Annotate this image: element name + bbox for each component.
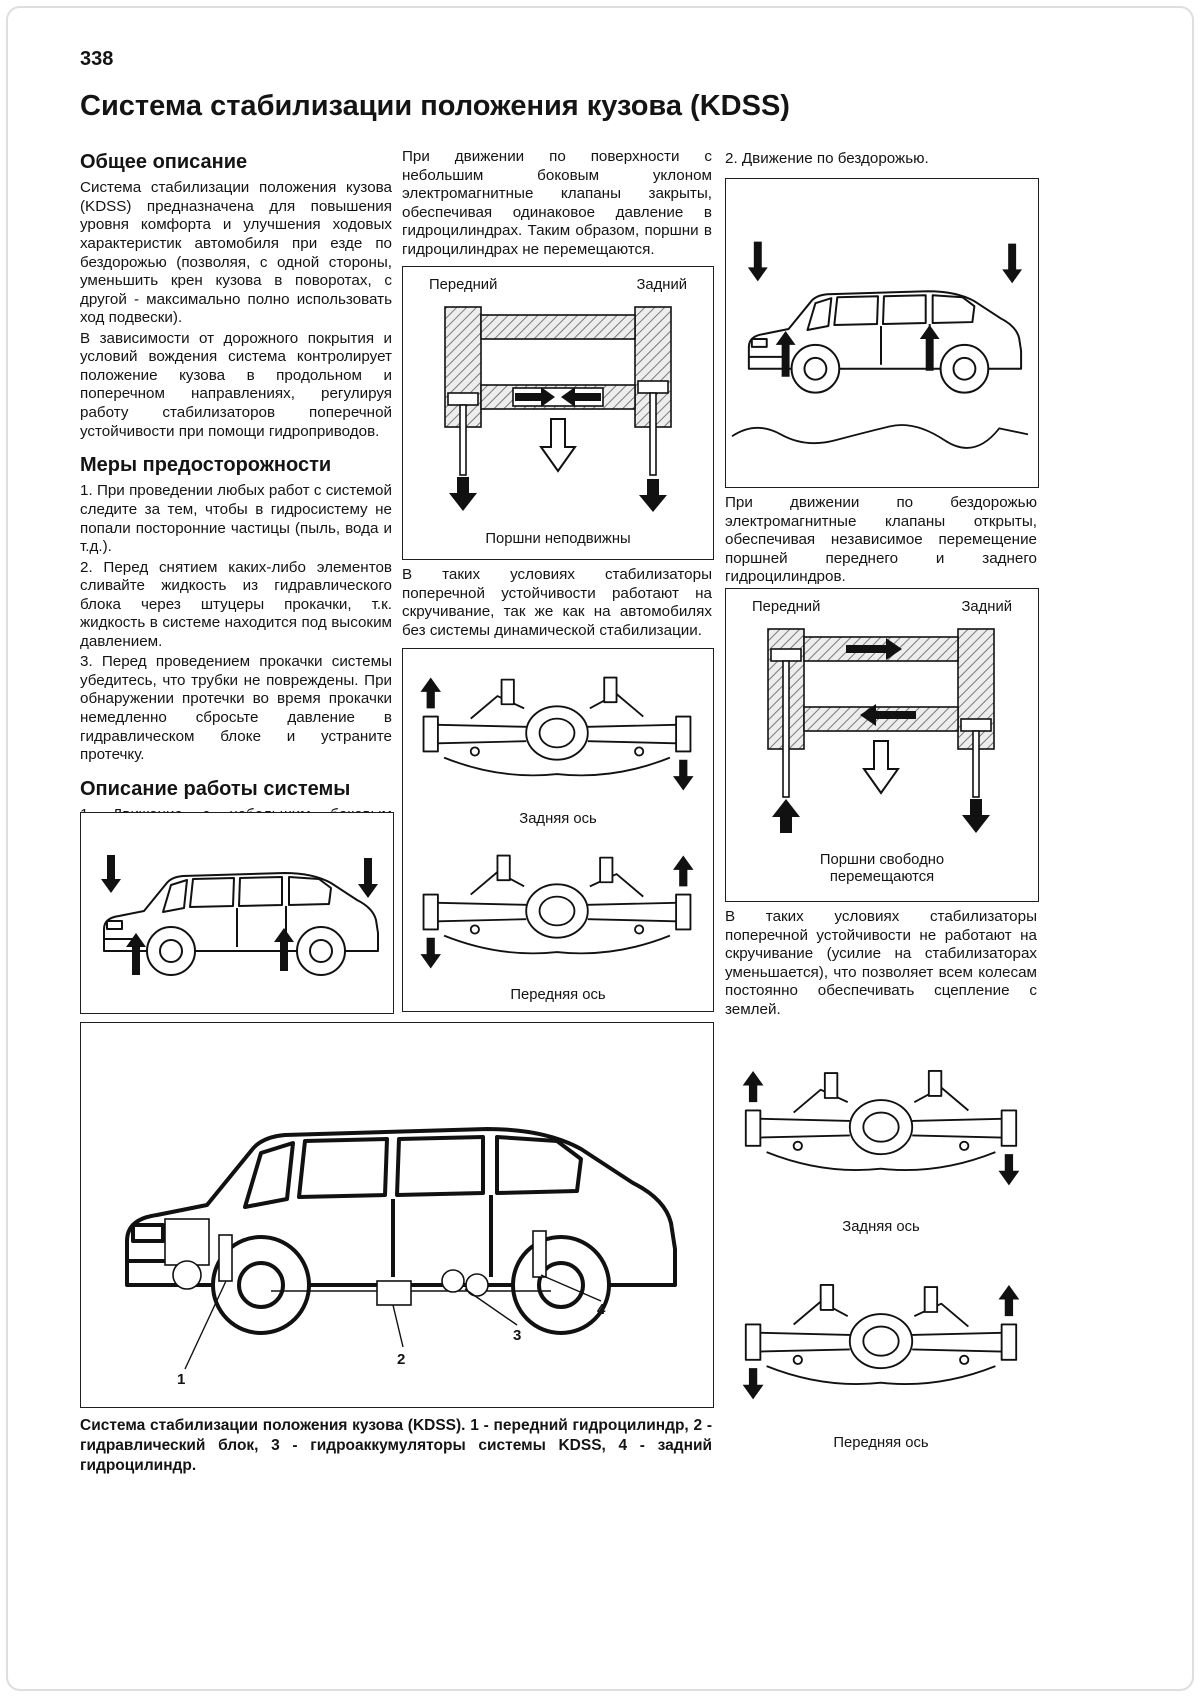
figure-hydraulic-open <box>725 588 1039 902</box>
front-hydrocylinder <box>219 1235 232 1281</box>
front-label: Передний <box>429 277 498 293</box>
page-number: 338 <box>80 48 114 70</box>
down-arrow-icon <box>101 855 121 893</box>
overview-paragraph-1: Система стабилизации положения кузова (KDSS) предназначена для повышения уровня комфорта и улучшения ходовых характеристик автомобиля при езде по бездорожью (позволяя, с одной стороны, уменьшить крен кузова в поворотах, с другой - максимально полно использовать ход подвески). <box>80 179 392 327</box>
cutaway-caption: Система стабилизации положения кузова (KDSS). 1 - передний гидроцилиндр, 2 - гидравлический блок, 3 - гидроаккумуляторы системы KDSS, 4 - задний гидроцилиндр. <box>80 1417 712 1474</box>
car-side-slope-drawing <box>81 813 389 1009</box>
rear-label: Задний <box>636 277 687 293</box>
column-3-outro <box>725 908 1037 1021</box>
precaution-item-2: 2. Перед снятием каких-либо элементов сливайте жидкость из гидравлического блока через штуцеры прокачки, т.к. жидкость в системе находится под высоким давлением. <box>80 558 392 650</box>
callout-3: 3 <box>513 1327 522 1344</box>
down-arrow-icon <box>962 799 990 833</box>
down-arrow-icon <box>1002 244 1022 284</box>
front-axle-label: Передняя ось <box>510 987 606 1003</box>
figure-axles-bottom <box>725 1035 1037 1465</box>
figure-vehicle-cutaway <box>80 1022 714 1408</box>
down-arrow-icon <box>639 479 667 512</box>
hollow-down-arrow-icon <box>864 741 898 793</box>
column-3-intro <box>725 494 1037 589</box>
hydraulic-block <box>377 1281 411 1305</box>
front-label: Передний <box>752 599 821 615</box>
down-arrow-icon <box>748 242 768 282</box>
car-offroad-drawing <box>726 179 1034 483</box>
column-1 <box>80 150 392 845</box>
terrain-line <box>732 425 1028 448</box>
column-2-middle <box>402 566 712 642</box>
rear-axle-drawing <box>725 1043 1037 1205</box>
hollow-down-arrow-icon <box>541 419 575 471</box>
page-title: Система стабилизации положения кузова (KDSS) <box>80 90 790 122</box>
stabilizers-work-paragraph: В таких условиях стабилизаторы поперечной устойчивости работают на скручивание, так же как на автомобилях без системы динамической стабилизации. <box>402 566 712 639</box>
down-arrow-icon <box>449 477 477 511</box>
kdss-accumulator <box>442 1270 464 1292</box>
hydraulic-schematic-open <box>726 623 1036 835</box>
callout-2: 2 <box>397 1351 406 1368</box>
front-axle-drawing <box>403 839 711 983</box>
callout-4: 4 <box>597 1301 606 1318</box>
figure-axles-mid <box>402 648 714 1012</box>
figure-car-side-slope <box>80 812 394 1014</box>
down-arrow-icon <box>358 858 378 898</box>
overview-heading: Общее описание <box>80 151 248 173</box>
column-2-intro <box>402 148 712 261</box>
rear-axle-label: Задняя ось <box>519 811 597 827</box>
figure-caption: Поршни неподвижны <box>485 531 631 548</box>
rear-axle-label: Задняя ось <box>842 1219 920 1235</box>
precautions-heading: Меры предосторожности <box>80 454 332 477</box>
hydraulic-schematic-closed <box>403 301 713 513</box>
rear-axle-drawing <box>403 661 711 805</box>
vehicle-cutaway-drawing <box>81 1023 709 1403</box>
precaution-item-1: 1. При проведении любых работ с системой следите за тем, чтобы в гидросистему не попали посторонние частицы (пыль, вода и т.д.). <box>80 482 392 556</box>
up-arrow-icon <box>772 799 800 833</box>
closed-valves-paragraph: При движении по поверхности с небольшим боковым уклоном электромагнитные клапаны закрыты, обеспечивая одинаковое давление в гидроцилиндрах. Таким образом, поршни в гидроцилиндрах не перемещаются. <box>402 148 712 258</box>
open-valves-paragraph: При движении по бездорожью электромагнитные клапаны открыты, обеспечивая независимое перемещение поршней переднего и заднего гидроцилиндров. <box>725 494 1037 586</box>
case-2-heading: 2. Движение по бездорожью. <box>725 150 929 167</box>
figure-caption <box>726 852 1038 888</box>
figure-car-offroad <box>725 178 1039 488</box>
precaution-item-3: 3. Перед проведением прокачки системы убедитесь, что трубки не повреждены. При обнаружении протечки во время прокачки немедленно сбросьте давление в гидравлическом блоке и устраните протечку. <box>80 653 392 764</box>
rear-hydrocylinder <box>533 1231 546 1277</box>
callout-1: 1 <box>177 1371 186 1388</box>
figure-hydraulic-closed <box>402 266 714 560</box>
stabilizers-free-paragraph: В таких условиях стабилизаторы поперечной устойчивости не работают на скручивание (усилие на стабилизаторах уменьшается), что позволяет всем колесам постоянно обеспечивать сцепление с землей. <box>725 908 1037 1018</box>
operation-heading: Описание работы системы <box>80 777 351 800</box>
front-axle-label: Передняя ось <box>833 1435 929 1451</box>
overview-paragraph-2: В зависимости от дорожного покрытия и условий вождения система контролирует положение кузова в продольном и поперечном направлениях, регулируя работу стабилизаторов поперечной устойчивости при помощи гидроприводов. <box>80 329 392 440</box>
figure-caption-text: Поршни свободно перемещаются <box>819 851 945 886</box>
column-3-heading <box>725 150 1037 171</box>
front-axle-drawing <box>725 1257 1037 1419</box>
rear-label: Задний <box>961 599 1012 615</box>
